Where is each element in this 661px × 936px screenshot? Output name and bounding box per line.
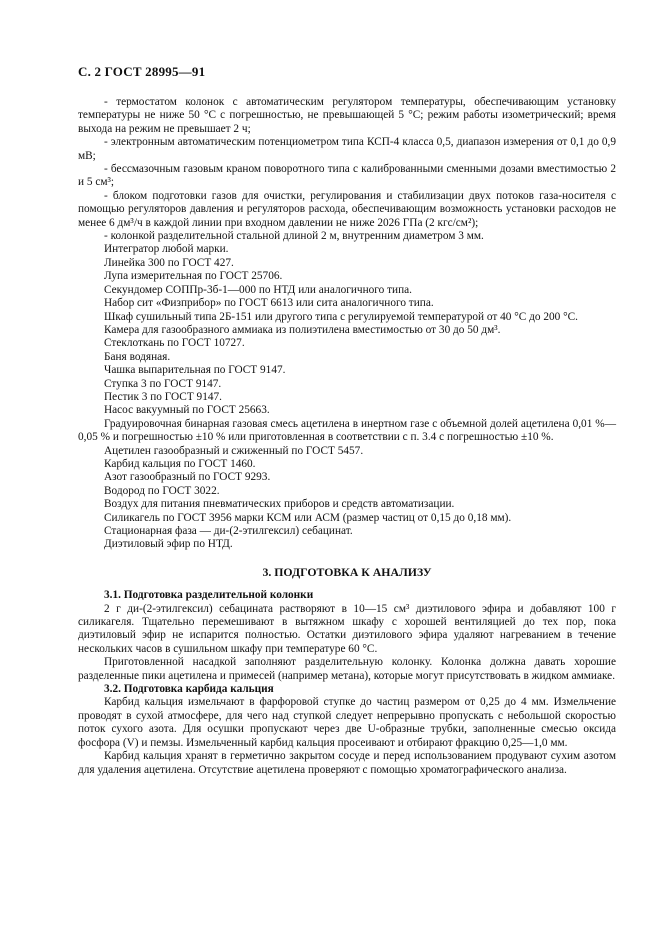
paragraph: Карбид кальция измельчают в фарфоровой ступке до частиц размером от 0,25 до 4 мм. Измельчение проводят в сухой атмосфере, для чего над ступкой следует непрерывно пропускать с небольшой скоростью поток сухого азота. Для осушки пропускают через две U-образные трубки, заполненные смесью оксида фосфора (V) и пемзы. Измельченный карбид кальция просеивают и отбирают фракцию 0,25—1,0 мм. bbox=[78, 696, 616, 749]
material-item: Насос вакуумный по ГОСТ 25663. bbox=[104, 404, 270, 417]
material-item: Баня водяная. bbox=[104, 350, 171, 363]
material-item: Чашка выпарительная по ГОСТ 9147. bbox=[104, 364, 286, 377]
material-item: Камера для газообразного аммиака из полиэтилена вместимостью от 30 до 50 дм³. bbox=[104, 323, 501, 336]
material-item: Пестик 3 по ГОСТ 9147. bbox=[104, 390, 222, 403]
material-item: Секундомер СОППр-3б-1—000 по НТД или аналогичного типа. bbox=[104, 283, 412, 296]
material-item: Ацетилен газообразный и сжиженный по ГОСТ 5457. bbox=[104, 444, 364, 457]
material-item: Градуировочная бинарная газовая смесь ацетилена в инертном газе с объемной долей ацетилена 0,01 %—0,05 % и погрешностью ±10 % или приготовленная в соответствии с п. 3.4 с погрешностью ±10 %. bbox=[78, 417, 616, 444]
equipment-item: - бессмазочным газовым краном поворотного типа с калиброванными сменными дозами вместимостью 2 и 5 см³; bbox=[78, 163, 616, 189]
material-item: Шкаф сушильный типа 2Б-151 или другого типа с регулируемой температурой от 40 °С до 200 °С. bbox=[104, 310, 579, 323]
material-item: Ступка 3 по ГОСТ 9147. bbox=[104, 377, 222, 390]
equipment-item: - колонкой разделительной стальной длиной 2 м, внутренним диаметром 3 мм. bbox=[104, 230, 484, 243]
material-item: Водород по ГОСТ 3022. bbox=[104, 484, 220, 497]
equipment-item: - блоком подготовки газов для очистки, регулирования и стабилизации двух потоков газа-носителя с помощью регуляторов давления и регуляторов расхода, обеспечивающим возможность установки расходов не менее 6 дм³/ч в каждой линии при входном давлении не ниже 2026 ГПа (2 кгс/см²); bbox=[78, 189, 616, 229]
material-item: Диэтиловый эфир по НТД. bbox=[104, 538, 233, 551]
material-item: Стеклоткань по ГОСТ 10727. bbox=[104, 337, 245, 350]
material-item: Силикагель по ГОСТ 3956 марки КСМ или АСМ (размер частиц от 0,15 до 0,18 мм). bbox=[104, 511, 512, 524]
page-header: С. 2 ГОСТ 28995—91 bbox=[78, 64, 206, 79]
paragraph: Приготовленной насадкой заполняют разделительную колонку. Колонка должна давать хорошие разделенные пики ацетилена и примесей (например метана), которые могут присутствовать в жидком аммиаке. bbox=[78, 656, 616, 682]
material-item: Лупа измерительная по ГОСТ 25706. bbox=[104, 270, 283, 283]
equipment-item: - электронным автоматическим потенциометром типа КСП-4 класса 0,5, диапазон измерения от 0,1 до 0,9 мВ; bbox=[78, 136, 616, 162]
section-title: 3. ПОДГОТОВКА К АНАЛИЗУ bbox=[262, 564, 432, 579]
equipment-item: - термостатом колонок с автоматическим регулятором температуры, обеспечивающим установку температуры не ниже 50 °С с погрешностью, не превышающей 5 °С; режим работы изометрический; время выхода на режим не превышает 2 ч; bbox=[78, 96, 616, 135]
material-item: Набор сит «Физприбор» по ГОСТ 6613 или сита аналогичного типа. bbox=[104, 297, 434, 310]
material-item: Стационарная фаза — ди-(2-этилгексил) себацинат. bbox=[104, 525, 353, 537]
document-body bbox=[78, 96, 616, 777]
paragraph: Карбид кальция хранят в герметично закрытом сосуде и перед использованием продувают сухим азотом для удаления ацетилена. Отсутствие ацетилена проверяют с помощью хроматографического анализа. bbox=[78, 750, 616, 776]
material-item: Азот газообразный по ГОСТ 9293. bbox=[104, 471, 271, 484]
material-item: Линейка 300 по ГОСТ 427. bbox=[104, 256, 234, 269]
subsection-heading: 3.2. Подготовка карбида кальция bbox=[104, 683, 274, 696]
material-item: Интегратор любой марки. bbox=[104, 243, 229, 256]
material-item: Карбид кальция по ГОСТ 1460. bbox=[104, 457, 256, 470]
subsection-heading: 3.1. Подготовка разделительной колонки bbox=[104, 589, 314, 602]
material-item: Воздух для питания пневматических приборов и средств автоматизации. bbox=[104, 498, 455, 511]
paragraph: 2 г ди-(2-этилгексил) себацината растворяют в 10—15 см³ диэтилового эфира и добавляют 100 г силикагеля. Тщательно перемешивают в вытяжном шкафу с хорошей вентиляцией до тех пор, пока диэтиловый эфир не испарится полностью. Остатки диэтилового эфира удаляют нагреванием в течение нескольких часов в сушильном шкафу при температуре 60 °С. bbox=[78, 602, 616, 655]
